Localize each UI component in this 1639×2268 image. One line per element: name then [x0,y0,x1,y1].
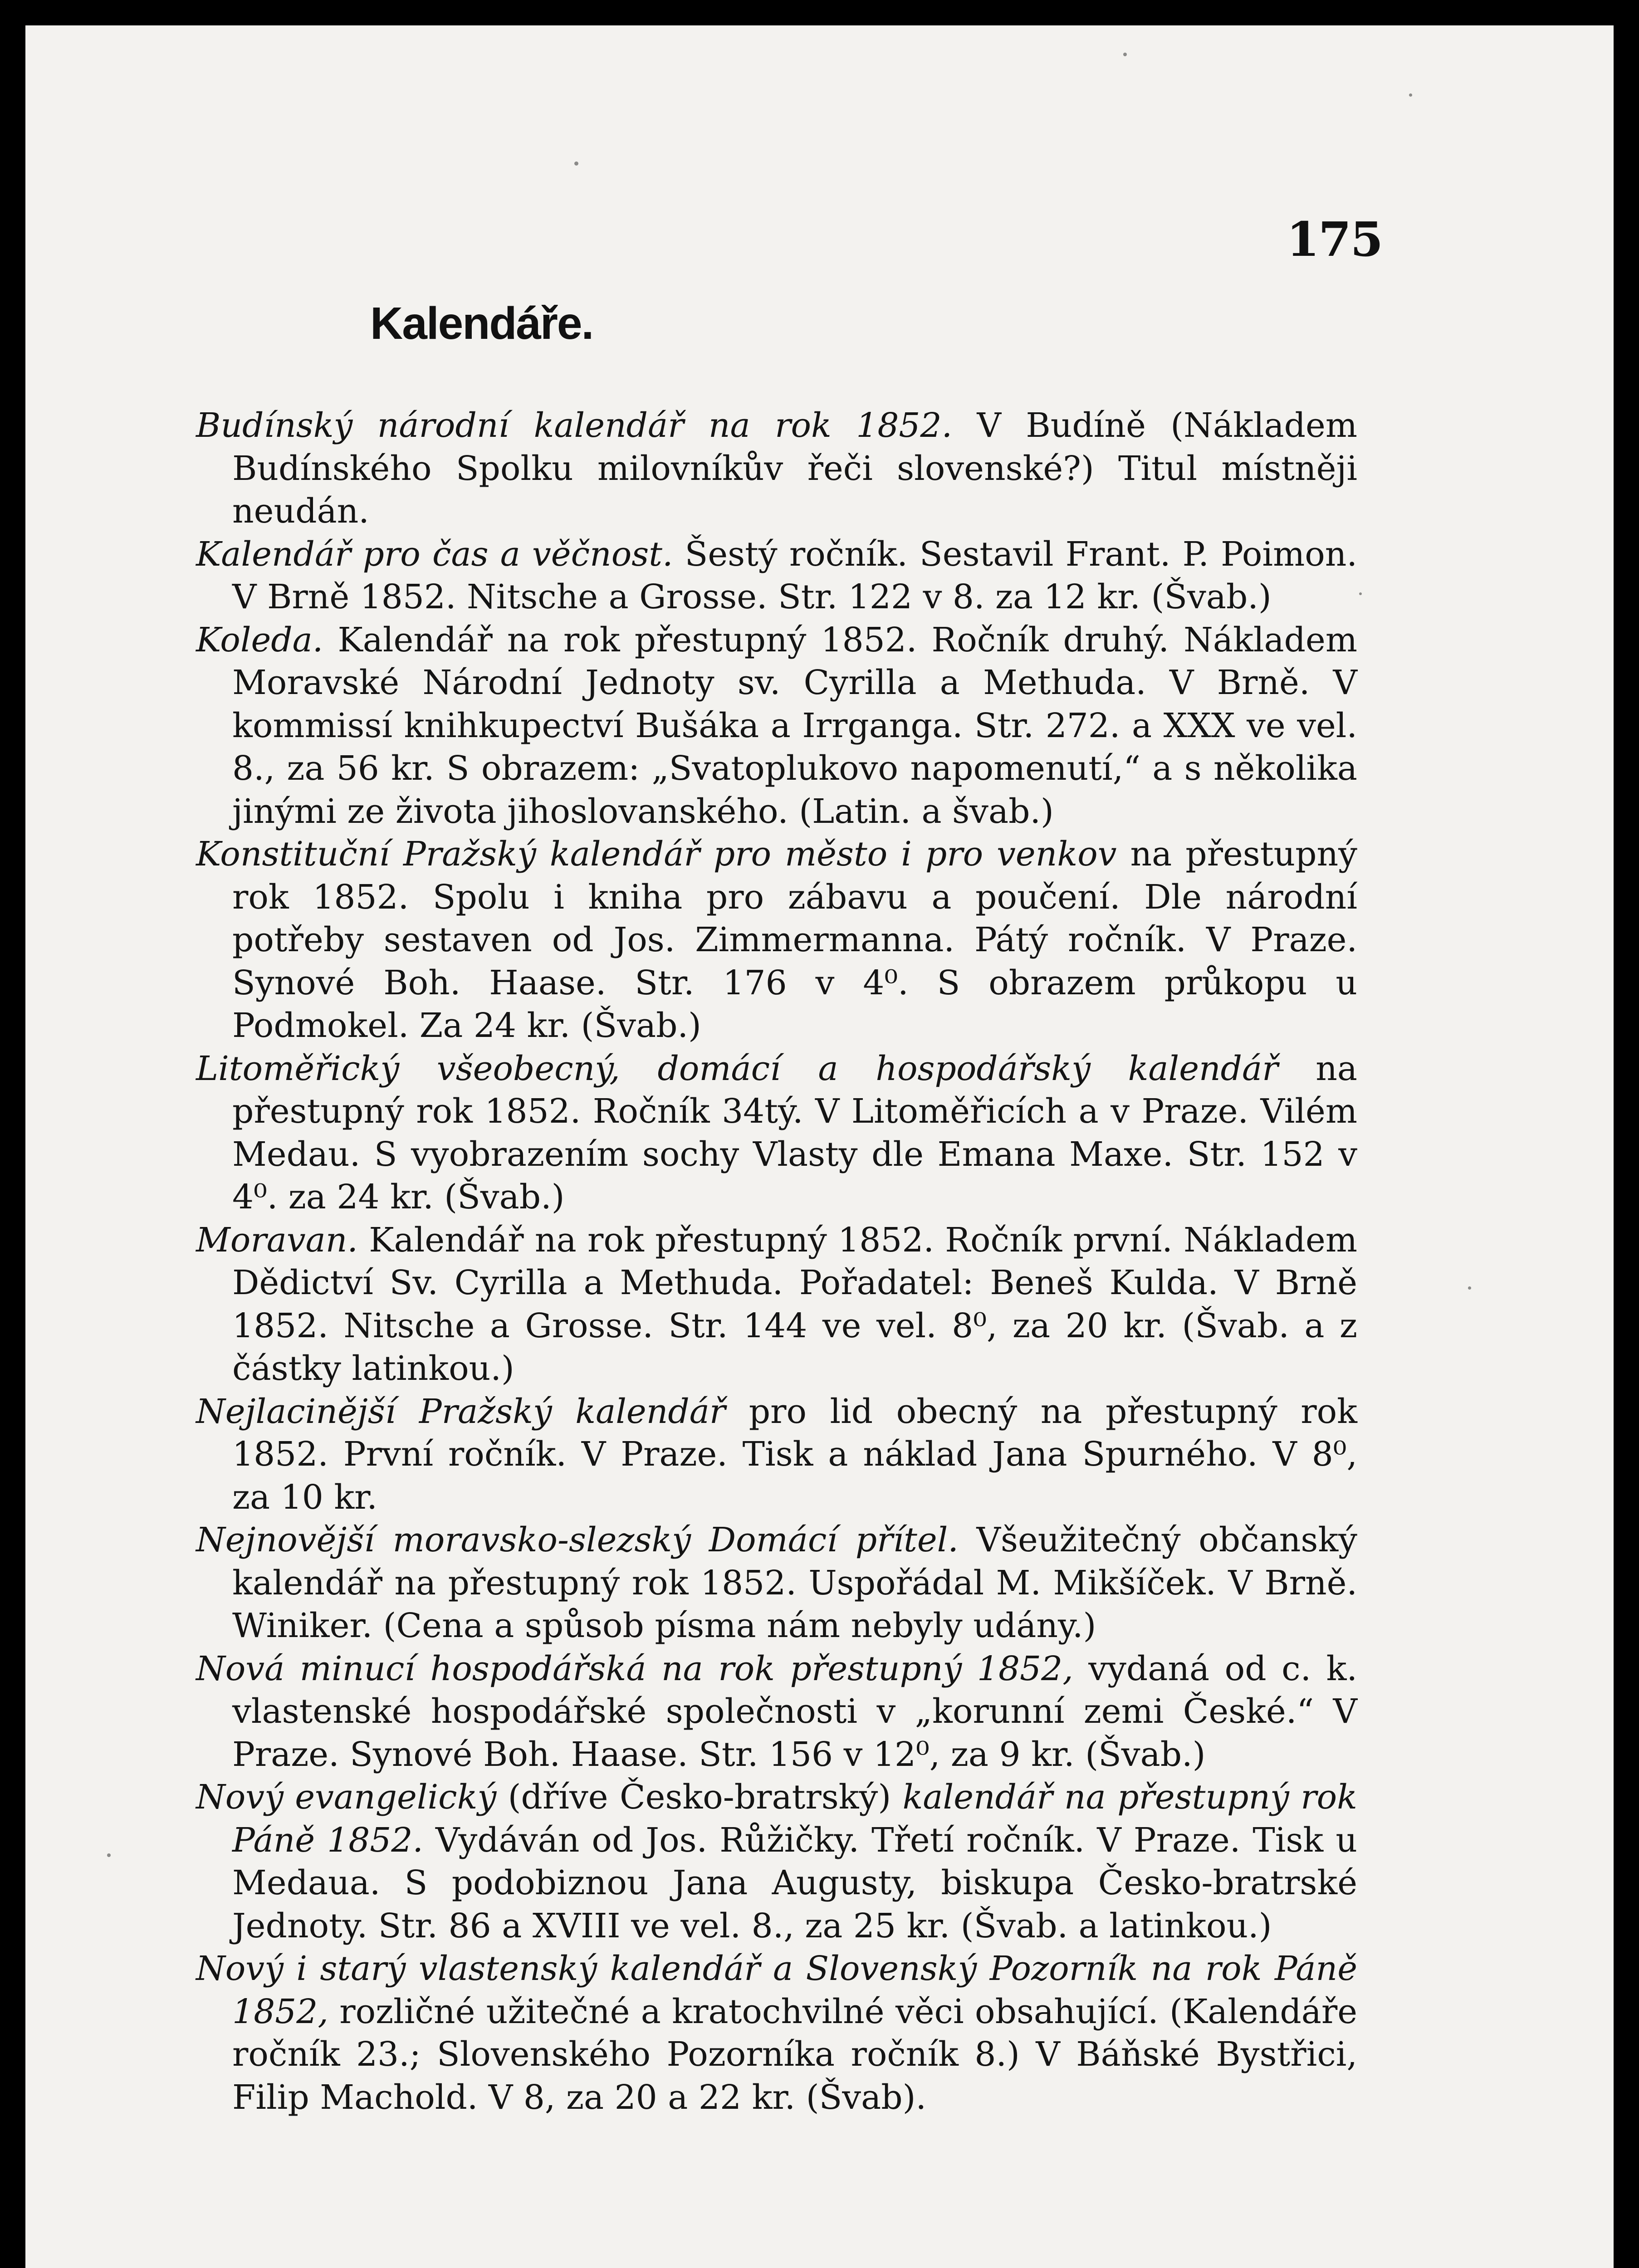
entry-text: rozličné užitečné a kratochvilné věci obsahující. (Kalendáře ročník 23.; Slovenského Pozorníka ročník 8.) V Báňské Bystřici, Filip Machold. V 8, za 20 a 22 kr. (Švab). [232,1992,1357,2117]
entry-text: na přestupný rok 1852. Spolu i kniha pro zábavu a poučení. Dle národní potřeby sestaven od Jos. Zimmermanna. Pátý ročník. V Praze. Synové Boh. Haase. Str. 176 v 4⁰. S obrazem průkopu u Podmokel. Za 24 kr. (Švab.) [232,835,1357,1045]
book-page [25,25,1614,2268]
entry [196,404,1357,533]
entry-title: Budínský národní kalendář na rok 1852. [196,406,953,445]
scan-speck [1468,1286,1471,1290]
entry-title: Moravan. [196,1220,358,1260]
entry-text-continued: Vydáván od Jos. Růžičky. Třetí ročník. V Praze. Tisk u Medaua. S podobiznou Jana Augusty, biskupa Česko-bratrské Jednoty. Str. 86 a XVIII ve vel. 8., za 25 kr. (Švab. a latinkou.) [232,1820,1358,1945]
entry [196,1647,1357,1776]
entry-text: vydaná od c. k. vlastenské hospodářské společnosti v „korunní zemi České.“ V Praze. Synové Boh. Haase. Str. 156 v 12⁰, za 9 kr. (Švab.) [232,1649,1357,1774]
scan-speck [1409,93,1412,97]
entry-text: (dříve Česko-bratrský) [496,1778,903,1817]
entry-text: na přestupný rok 1852. Ročník 34tý. V Litoměřicích a v Praze. Vilém Medau. S vyobrazením sochy Vlasty dle Emana Maxe. Str. 152 v 4⁰. za 24 kr. (Švab.) [232,1049,1357,1217]
entry-title: Nejnovější moravsko-slezský Domácí přítel. [196,1520,959,1559]
scan-speck [1123,53,1127,56]
entry-text: Kalendář na rok přestupný 1852. Ročník druhý. Nákladem Moravské Národní Jednoty sv. Cyrilla a Methuda. V Brně. V kommissí knihkupectví Bušáka a Irrganga. Str. 272. a XXX ve vel. 8., za 56 kr. S obrazem: „Svatoplukovo napomenutí,“ a s několika jinými ze života jihoslovanského. (Latin. a švab.) [232,620,1357,831]
entry [196,1776,1357,1947]
entry [196,533,1357,619]
entry-title: Nový evangelický [196,1778,497,1817]
scan-speck [107,1853,111,1857]
entry-title: Nová minucí hospodářská na rok přestupný 1852, [196,1649,1073,1688]
scan-speck [1359,592,1362,595]
entry [196,1047,1357,1219]
scan-speck [574,161,578,166]
entry-text: Kalendář na rok přestupný 1852. Ročník první. Nákladem Dědictví Sv. Cyrilla a Methuda. Pořadatel: Beneš Kulda. V Brně 1852. Nitsche a Grosse. Str. 144 ve vel. 8⁰, za 20 kr. (Švab. a z částky latinkou.) [232,1220,1357,1388]
section-title: Kalendáře. [370,298,593,349]
entry [196,1219,1357,1390]
entry [196,833,1357,1047]
calendar-list [196,404,1357,2119]
entry-title: Nejlacinější Pražský kalendář [196,1392,726,1431]
entry-text: Všeužitečný občanský kalendář na přestupný rok 1852. Uspořádal M. Mikšíček. V Brně. Winiker. (Cena a spůsob písma nám nebyly udány.) [232,1520,1357,1645]
entry [196,619,1357,833]
entry-title: Kalendář pro čas a věčnost. [196,534,673,574]
entry-title: Konstituční Pražský kalendář pro město i pro venkov [196,835,1117,874]
entry [196,1519,1357,1647]
entry-text: pro lid obecný na přestupný rok 1852. První ročník. V Praze. Tisk a náklad Jana Spurného. V 8⁰, za 10 kr. [232,1392,1357,1517]
entry [196,1947,1357,2119]
page-number: 175 [1287,211,1383,267]
entry-title: Litoměřický všeobecný, domácí a hospodářský kalendář [196,1049,1278,1088]
entry-text: Šestý ročník. Sestavil Frant. P. Poimon. V Brně 1852. Nitsche a Grosse. Str. 122 v 8. za 12 kr. (Švab.) [232,534,1357,616]
entry-title-continued: kalendář na přestupný rok Páně 1852. [232,1778,1358,1860]
entry-title: Nový i starý vlastenský kalendář a Slovenský Pozorník na rok Páně 1852, [196,1949,1357,2031]
entry-title: Koleda. [196,620,323,660]
entry-text: V Budíně (Nákladem Budínského Spolku milovníkův řeči slovenské?) Titul místněji neudán. [232,406,1358,531]
entry [196,1390,1357,1519]
